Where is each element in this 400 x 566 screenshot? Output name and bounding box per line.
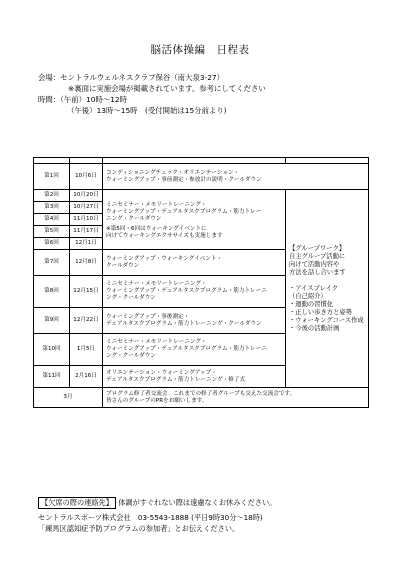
venue-text: 会場：セントラルウェルネスクラブ保谷（南大泉3-27） [38, 73, 225, 82]
session-content: ミニセミナー・メモリートレーニング・ ウォーミングアップ・デュアルタスクプログラム・筋力トレーニ ング・クールダウン [103, 334, 286, 366]
session-number: 第11回 [34, 366, 70, 388]
session-content: ウォーミングアップ・ウォーキングイベント・ クールダウン [103, 250, 286, 276]
venue-note: ※裏面に実施会場が掲載されています。参考にしてください [68, 84, 266, 93]
participant-note: 「練馬区認知症予防プログラムの参加者」とお伝えください。 [38, 524, 240, 533]
march-content: プログラム修了者交流会 これまでの修了者グループも交えた交流会です。 皆さんのグループのPRをお願いします。 [103, 388, 369, 408]
session-note: ※第5回・6回はウォーキングイベントに 向けてウォーキングエクササイズも実施します [106, 226, 223, 239]
session-content: ミニセミナー・メモリートレーニング・ ウォーミングアップ・デュアルタスクプログラム・筋力トレー ニング・クールダウン [106, 202, 262, 222]
session-number: 第7回 [34, 250, 70, 276]
session-date: 12月8日 [70, 250, 103, 276]
table-row [34, 164, 369, 190]
session-content: コンディショニングチェック・オリエンテーション・ ウォーミングアップ・事前測定・参放計の説明・クールダウン [103, 164, 369, 190]
session-date: 12月1日 [70, 238, 103, 250]
session-date: 10月27日 [70, 202, 103, 214]
time-pm: （午後）13時～15時 (受付開始は15分前より) [67, 106, 227, 115]
page-title: 脳活体操編 日程表 [150, 44, 250, 56]
session-date: 11月10日 [70, 214, 103, 226]
session-number: 第4回 [34, 214, 70, 226]
session-content: ウォーミングアップ・事後測定・ デュアルタスクプログラム・筋力トレーニング・クールダウン [103, 308, 286, 334]
absence-note: 体調がすぐれない際は遠慮なくお休みください。 [118, 498, 277, 507]
session-date: 11月17日 [70, 226, 103, 238]
session-number: 第9回 [34, 308, 70, 334]
group-work-panel: 【グループワーク】 自主グループ活動に 向けて活動内容や 方法を話し合います ・アイスブレイク （自己紹介） ・運動の習慣化 ・正しい歩き方と姿勢 ・ウォーキングコース作成 ・今後の活動計画 [286, 190, 369, 388]
session-date: 10月20日 [70, 190, 103, 202]
session-content-merged [103, 190, 286, 250]
session-content: オリエンテーション・ウォーミングアップ・ デュアルタスクプログラム・筋力トレーニング・修了式 [103, 366, 286, 388]
time-am: 時間：（午前）10時～12時 [38, 95, 128, 104]
session-number: 第5回 [34, 226, 70, 238]
absence-contact-label: 【欠席の際の連絡先】 [38, 497, 116, 509]
session-number: 第8回 [34, 276, 70, 308]
session-date: 2月16日 [70, 366, 103, 388]
march-month: 3月 [34, 388, 103, 408]
session-date: 12月15日 [70, 276, 103, 308]
absence-contact [38, 497, 276, 509]
session-content: ミニセミナー・メモリートレーニング・ ウォーミングアップ・デュアルタスクプログラム・筋力トレーニ ング・クールダウン [103, 276, 286, 308]
session-number: 第1回 [34, 164, 70, 190]
session-number: 第2回 [34, 190, 70, 202]
table-row-march [34, 388, 369, 408]
session-date: 1月5日 [70, 334, 103, 366]
session-date: 12月22日 [70, 308, 103, 334]
session-date: 10月6日 [70, 164, 103, 190]
schedule-table [33, 157, 369, 408]
table-row [34, 190, 369, 202]
session-number: 第10回 [34, 334, 70, 366]
company-contact: セントラルスポーツ株式会社 03-5543-1888 (平日9時30分～18時) [38, 513, 263, 522]
session-number: 第6回 [34, 238, 70, 250]
session-number: 第3回 [34, 202, 70, 214]
